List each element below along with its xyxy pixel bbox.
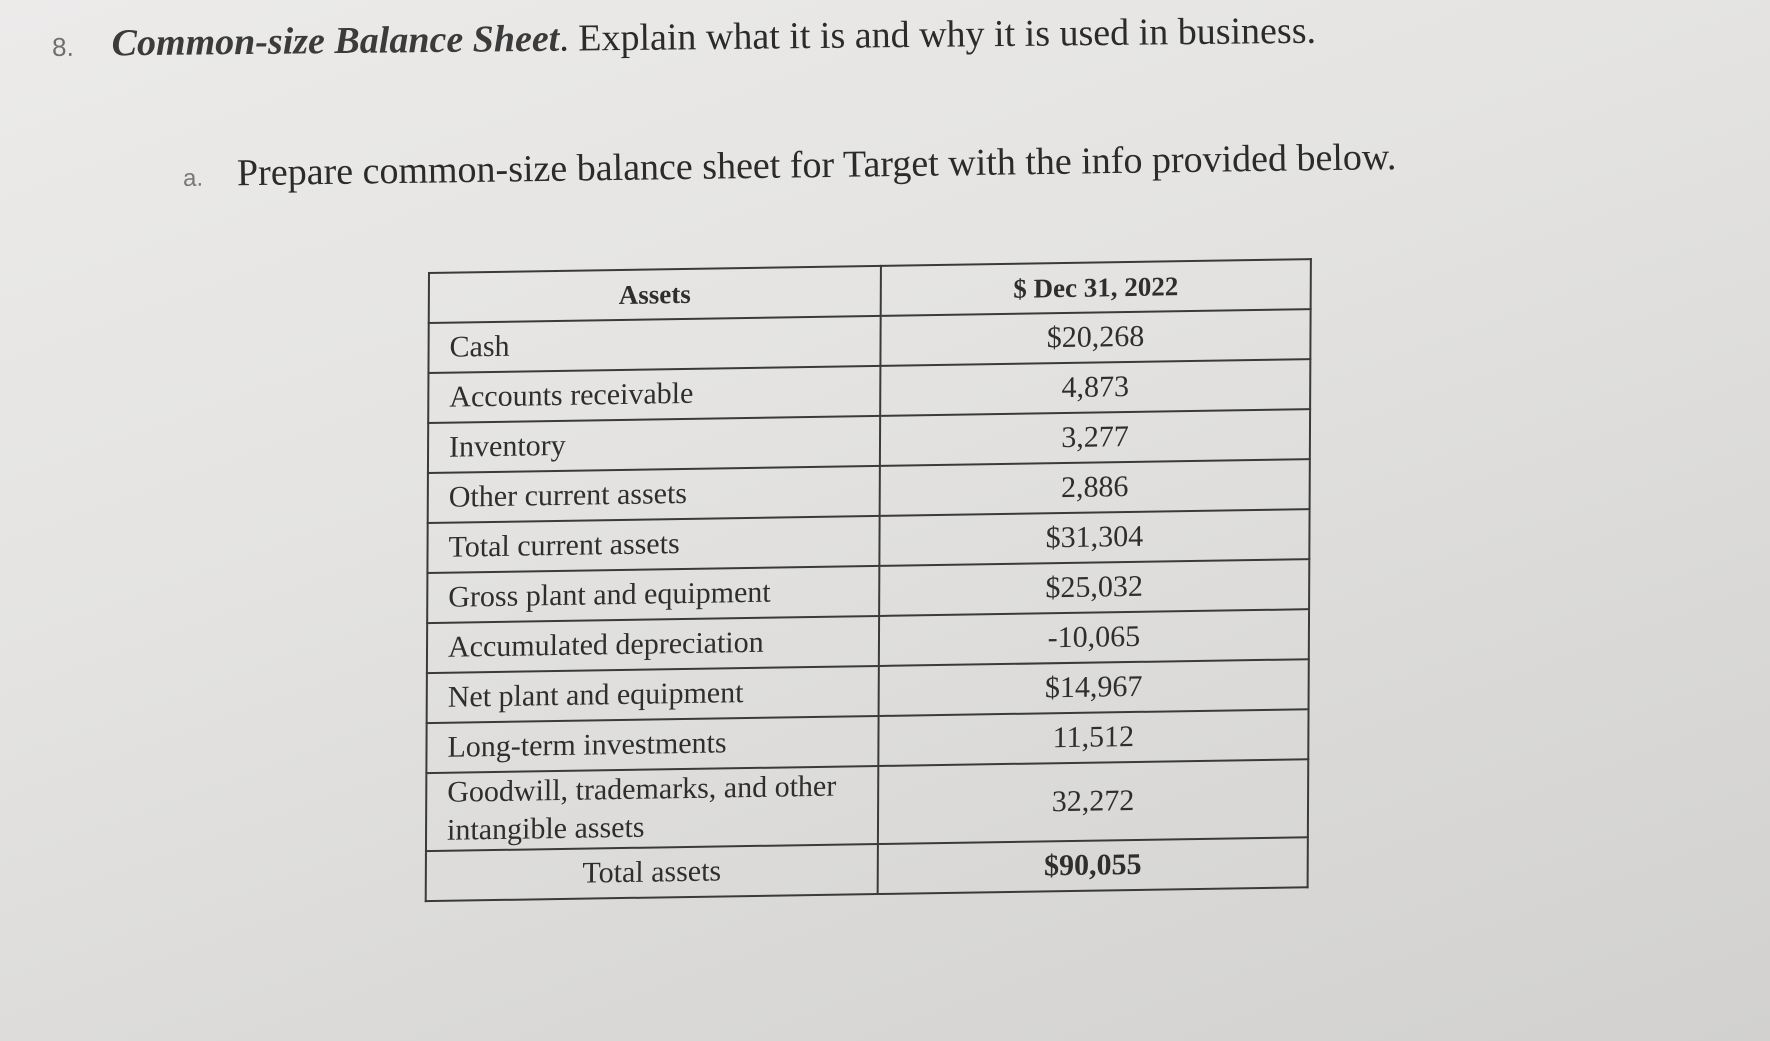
table-row: [426, 759, 1308, 851]
question-number: 8.: [51, 31, 74, 62]
row-value-net-plant: $14,967: [879, 659, 1309, 716]
balance-sheet-table: [425, 258, 1312, 902]
subquestion-marker: a.: [182, 164, 204, 192]
row-label-cash: Cash: [428, 316, 880, 373]
row-value-cash: $20,268: [880, 309, 1310, 366]
row-label-goodwill: Goodwill, trademarks, and other intangible assets: [426, 766, 878, 851]
row-label-accumulated-depreciation: Accumulated depreciation: [427, 616, 879, 673]
row-value-total-current-assets: $31,304: [879, 509, 1309, 566]
question-text: . Explain what it is and why it is used in business.: [559, 9, 1317, 60]
row-value-long-term-investments: 11,512: [878, 709, 1308, 766]
row-label-other-current-assets: Other current assets: [428, 466, 880, 523]
row-value-accumulated-depreciation: -10,065: [879, 609, 1309, 666]
header-assets: Assets: [429, 266, 881, 323]
row-value-goodwill: 32,272: [878, 759, 1308, 844]
row-label-long-term-investments: Long-term investments: [426, 716, 878, 773]
row-value-other-current-assets: 2,886: [880, 459, 1310, 516]
row-label-inventory: Inventory: [428, 416, 880, 473]
row-value-accounts-receivable: 4,873: [880, 359, 1310, 416]
question-title: Common-size Balance Sheet: [111, 17, 560, 65]
header-date: $ Dec 31, 2022: [881, 259, 1311, 316]
row-value-gross-plant: $25,032: [879, 559, 1309, 616]
row-value-inventory: 3,277: [880, 409, 1310, 466]
balance-sheet-table-wrapper: [425, 258, 1312, 902]
question-8: [52, 9, 1316, 66]
row-label-gross-plant: Gross plant and equipment: [427, 566, 879, 623]
row-label-net-plant: Net plant and equipment: [427, 666, 879, 723]
row-label-total-assets: Total assets: [426, 844, 878, 901]
row-label-total-current-assets: Total current assets: [427, 516, 879, 573]
row-value-total-assets: $90,055: [878, 837, 1308, 894]
subquestion-a: [183, 135, 1397, 196]
subquestion-text: Prepare common-size balance sheet for Target with the info provided below.: [236, 136, 1397, 195]
row-label-accounts-receivable: Accounts receivable: [428, 366, 880, 423]
